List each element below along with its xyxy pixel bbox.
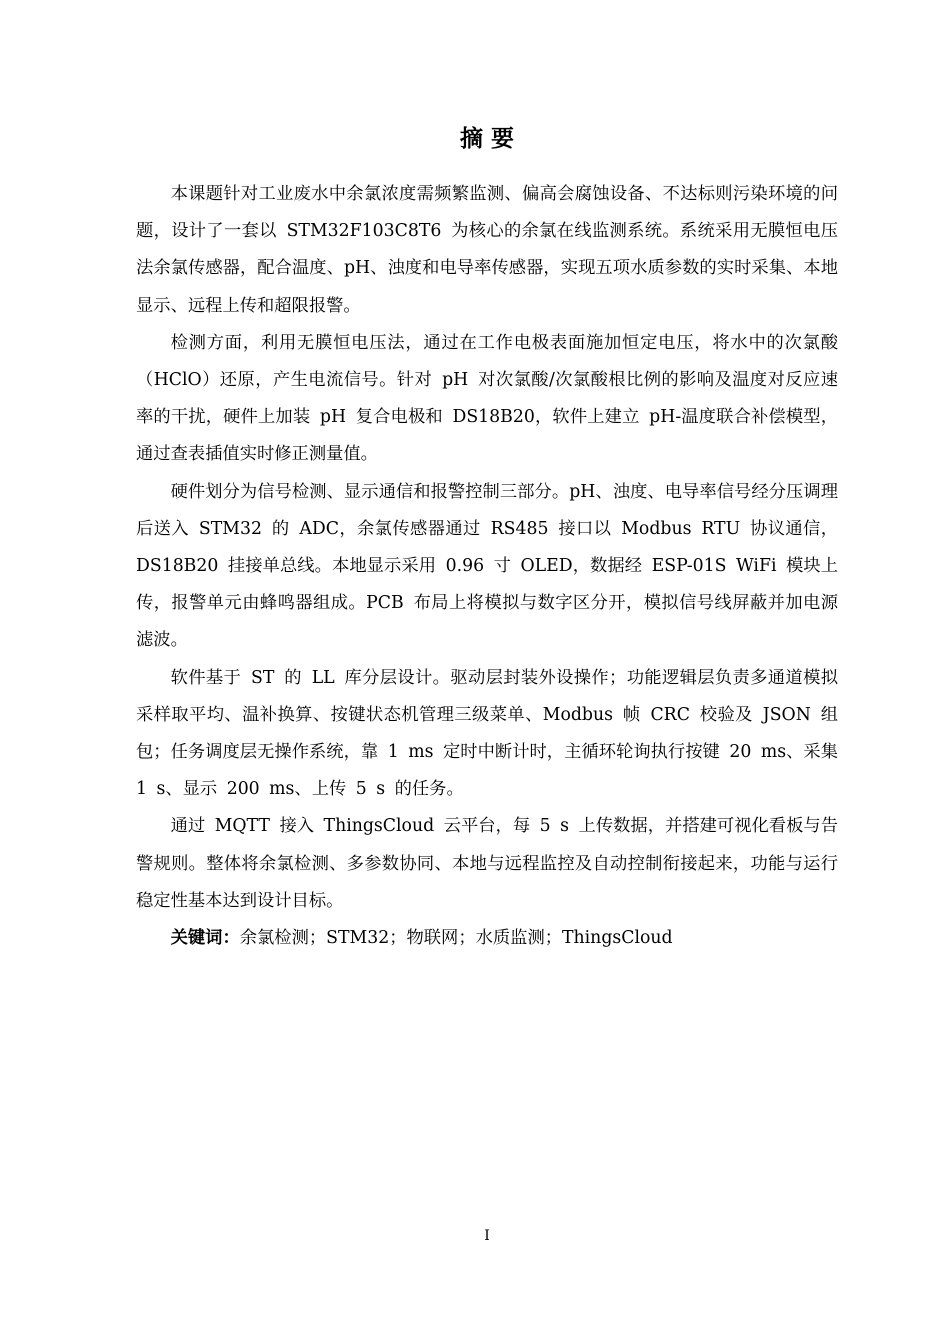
abstract-paragraph-4: 软件基于 ST 的 LL 库分层设计。驱动层封装外设操作；功能逻辑层负责多通道模拟采样取平均、温补换算、按键状态机管理三级菜单、Modbus 帧 CRC 校验及 JSON 组包；任务调度层无操作系统，靠 1 ms 定时中断计时，主循环轮询执行按键 20 ms、采集 1 s、显示 200 ms、上传 5 s 的任务。 [136,667,838,800]
abstract-paragraph-5: 通过 MQTT 接入 ThingsCloud 云平台，每 5 s 上传数据，并搭建可视化看板与告警规则。整体将余氯检测、多参数协同、本地与远程监控及自动控制衔接起来，功能与运行稳定性基本达到设计目标。 [136,816,838,911]
abstract-paragraph-2: 检测方面，利用无膜恒电压法，通过在工作电极表面施加恒定电压，将水中的次氯酸（HClO）还原，产生电流信号。针对 pH 对次氯酸/次氯酸根比例的影响及温度对反应速率的干扰，硬件上加装 pH 复合电极和 DS18B20，软件上建立 pH-温度联合补偿模型，通过查表插值实时修正测量值。 [136,332,838,465]
abstract-paragraph-1: 本课题针对工业废水中余氯浓度需频繁监测、偏高会腐蚀设备、不达标则污染环境的问题，设计了一套以 STM32F103C8T6 为核心的余氯在线监测系统。系统采用无膜恒电压法余氯传感器，配合温度、pH、浊度和电导率传感器，实现五项水质参数的实时采集、本地显示、远程上传和超限报警。 [136,184,838,316]
keywords-label: 关键词： [170,928,240,949]
abstract-paragraph-3: 硬件划分为信号检测、显示通信和报警控制三部分。pH、浊度、电导率信号经分压调理后送入 STM32 的 ADC，余氯传感器通过 RS485 接口以 Modbus RTU 协议通信，DS18B20 挂接单总线。本地显示采用 0.96 寸 OLED，数据经 ESP-01S WiFi 模块上传，报警单元由蜂鸣器组成。PCB 布局上将模拟与数字区分开，模拟信号线屏蔽并加电源滤波。 [136,481,838,651]
abstract-body [136,176,838,957]
abstract-title: 摘 要 [459,125,514,152]
keywords-line [136,920,838,957]
keywords-value: 余氯检测；STM32；物联网；水质监测；ThingsCloud [239,928,673,949]
page-number: I [484,1228,490,1244]
